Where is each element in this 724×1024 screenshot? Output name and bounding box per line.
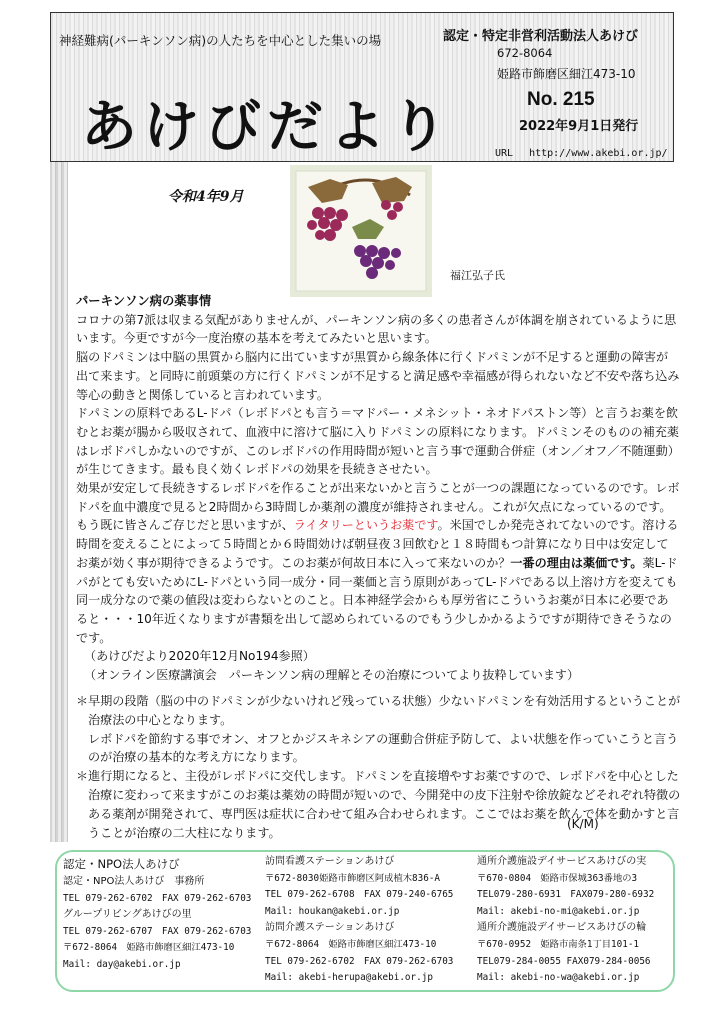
office-email[interactable]: Mail: day@akebi.or.jp: [63, 958, 181, 970]
group-living-name: グループリビングあけびの里: [63, 909, 192, 921]
article: [76, 292, 680, 685]
org-name: 認定・特定非営利活動法人あけび: [443, 29, 639, 44]
reference-note: （あけびだより2020年12月No194参照）: [84, 649, 315, 664]
newsletter-title: あけびだより: [81, 95, 453, 160]
note-advanced-stage: ＊進行期になると、主役がレボドパに交代します。ドパミンを直接増やすお薬ですので、レボドパを中心とした治療に変わって来ますがこのお薬は薬効の時間が短いので、今開発中の皮下注射や徐放錠などそれぞれ特徴のある薬剤が開発されて、専門医は症状に合わせて組み合わせられます。ここではお薬を飲んで体を動かすと言うことが治療の二大柱になります。: [76, 769, 681, 840]
day-service-mi-address: 〒670-0804 姫路市保城363番地の3: [477, 872, 638, 884]
care-station-email[interactable]: Mail: akebi-herupa@akebi.or.jp: [265, 972, 433, 984]
day-service-wa-email[interactable]: Mail: akebi-no-wa@akebi.or.jp: [477, 972, 640, 984]
care-station-name: 訪問介護ステーションあけび: [265, 922, 395, 934]
footer-column-dayservice: [477, 854, 654, 987]
nursing-station-email[interactable]: Mail: houkan@akebi.or.jp: [265, 905, 400, 917]
footer-column-visiting: [265, 854, 453, 987]
day-service-mi-phone: TEL079-280-6931 FAX079-280-6932: [477, 889, 655, 901]
org-address: 姫路市飾磨区細江473-10: [497, 67, 636, 81]
website-url[interactable]: URL http://www.akebi.or.jp/: [495, 148, 668, 159]
nursing-station-name: 訪問看護ステーションあけび: [265, 856, 395, 867]
article-heading: パーキンソン病の薬事情: [76, 294, 212, 308]
day-service-mi-email[interactable]: Mail: akebi-no-mi@akebi.or.jp: [477, 905, 640, 917]
nursing-station-phone: TEL 079-262-6708 FAX 079-240-6765: [265, 889, 454, 901]
highlight-drug-name: ライタリーというお薬です: [293, 518, 438, 533]
author-signature: (K/M): [567, 817, 599, 831]
article-paragraph: [76, 479, 680, 647]
article-paragraph: コロナの第7派は収まる気配がありませんが、パーキンソン病の多くの患者さんが体調を崩されているように思います。今更ですが今一度治療の基本を考えてみたいと思います。: [76, 312, 677, 346]
note-early-stage-detail: レボドパを節約する事でオン、オフとかジスキネシアの運動合併症予防して、よい状態を作っていこうと言うのが治療の基本的な考え方になります。: [88, 731, 679, 765]
office-address: 〒672-8064 姫路市飾磨区細江473-10: [63, 942, 235, 954]
grape-artwork-image: [290, 165, 432, 297]
article-text: 。米国でしか発売されてないのです。溶ける時間を変えることによって５時間とか６時間効けば朝昼夜３回飲むと１８時間もつ計算になり日中は安定してお薬が効く事が期待できるようです。このお薬が何故日本に入って来ないのか？: [76, 518, 679, 570]
article-text: 薬L-ドパがとても安いためにL-ドパという同一成分・同一薬価と言う原則があってL-ドパである以上溶け方を変えても同一成分なので薬の値段は変わらないとのこと。日本神経学会からも厚労省にこういうお薬が日本に必要であると・・・10年近くなりますが書類を出して認められているのでもう少しかかるようですが期待できそうなのです。: [76, 555, 678, 645]
article-paragraph: ドパミンの原料であるL-ドパ（レボドパとも言う＝マドパー・メネシット・ネオドパストン等）と言うお薬を飲むとお薬が腸から吸収されて、血液中に溶けて脳に入りドパミンの原料になります。ドパミンそのものの補充薬はレボドパしかないのですが、このレボドパの作用時間が短いと言う事で運動合併症（オン／オフ／不随運動）が生じてきます。最も良く効くレボドパの効果を長続きさせたい。: [76, 406, 680, 477]
care-station-phone: TEL 079-262-6702 FAX 079-262-6703: [265, 955, 454, 967]
masthead: [50, 12, 674, 162]
bold-emphasis: 一番の理由は薬価です。: [510, 555, 643, 570]
office-name: 認定・NPO法人あけび 事務所: [63, 876, 205, 887]
day-service-wa-name: 通所介護施設デイサービスあけびの輪: [477, 922, 647, 934]
month-title: 令和4年9月: [168, 189, 244, 205]
office-phone: TEL 079-262-6702 FAX 079-262-6703: [63, 892, 252, 904]
article-paragraph: 脳のドパミンは中脳の黒質から脳内に出ていますが黒質から線条体に行くドパミンが不足すると運動の障害が出て来ます。と同時に前頭葉の方に行くドパミンが不足すると満足感や幸福感が得られないなど不安や落ち込み等心の動きと関係していると言われています。: [76, 350, 680, 402]
note-early-stage: ＊早期の段階（脳の中のドパミンが少ないけれど残っている状態）少ないドパミンを有効活用するということが治療法の中心となります。: [76, 694, 681, 727]
tagline: 神経難病(パーキンソン病)の人たちを中心とした集いの場: [59, 33, 382, 48]
care-station-address: 〒672-8064 姫路市飾磨区細江473-10: [265, 938, 437, 950]
footer-org-heading: 認定・NPO法人あけび: [63, 857, 180, 871]
decorative-side-bar: [50, 162, 68, 842]
group-living-phone: TEL 079-262-6707 FAX 079-262-6703: [63, 925, 252, 937]
artist-name: 福江弘子氏: [450, 269, 505, 282]
day-service-wa-address: 〒670-0952 姫路市南条1丁目101-1: [477, 938, 640, 950]
article-text: 効果が安定して長続きするレボドパを作ることが出来ないかと言うことが一つの課題になっているのです。レボドパを血中濃度で見ると2時間から3時間しか薬剤の濃度が維持されません。これが欠点になっているのです。もう既に皆さんご存じだと思いますが、: [76, 481, 680, 533]
postal-code: 672-8064: [497, 46, 553, 60]
contact-footer: [55, 850, 675, 992]
day-service-mi-name: 通所介護施設デイサービスあけびの実: [477, 856, 647, 867]
nursing-station-address: 〒672-8030姫路市飾磨区阿成植木836-A: [265, 872, 441, 884]
day-service-wa-phone: TEL079-284-0055 FAX079-284-0056: [477, 955, 651, 967]
footer-column-npo: [63, 854, 251, 974]
issue-date: 2022年9月1日発行: [519, 119, 639, 134]
issue-number: No. 215: [527, 89, 595, 110]
source-note: （オンライン医療講演会 パーキンソン病の理解とその治療についてより抜粋しています）: [84, 668, 580, 683]
